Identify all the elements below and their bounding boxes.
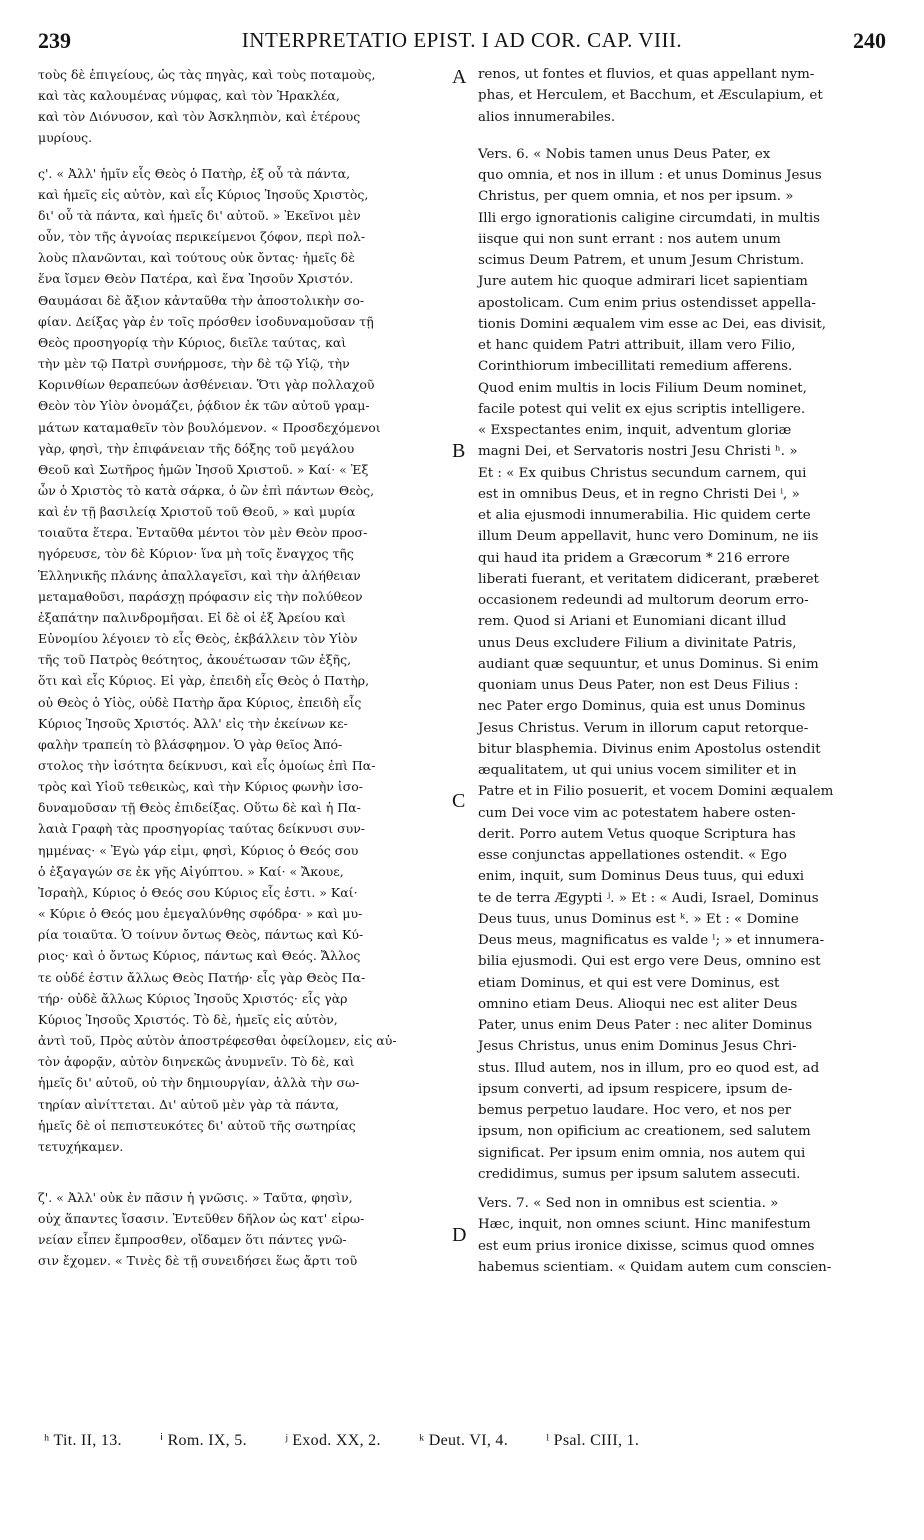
latin-line: Deus tuus, unus Dominus est ᵏ. » Et : « Domine	[478, 911, 799, 927]
latin-line: quo omnia, et nos in illum : et unus Dominus Jesus	[478, 168, 822, 183]
latin-line: esse conjunctas appellationes ostendit. « Ego	[478, 848, 787, 863]
latin-line: Illi ergo ignorationis caligine circumdati, in multis	[478, 210, 821, 226]
greek-line: ἡμεῖς δὲ οἱ πεπιστευκότες δι' αὐτοῦ τῆς σωτηρίας	[38, 1117, 356, 1133]
latin-line: Vers. 7. « Sed non in omnibus est scientia. »	[478, 1196, 779, 1211]
greek-line: νείαν εἶπεν ἔμπροσθεν, οἴδαμεν ὅτι πάντες γνῶ-	[38, 1232, 347, 1248]
greek-line: ὧν ὁ Χριστὸς τὸ κατὰ σάρκα, ὁ ὢν ἐπὶ πάντων Θεὸς,	[38, 482, 375, 498]
greek-line: μυρίους.	[38, 130, 93, 146]
latin-line: bilia ejusmodi. Qui est ergo vere Deus, omnino est	[478, 954, 821, 970]
greek-line: ἀντὶ τοῦ, Πρὸς αὐτὸν ἀποστρέφεσθαι ὀφείλομεν, εἰς αὐ-	[38, 1033, 397, 1049]
latin-line: omnino etiam Deus. Alioqui nec est aliter Deus	[478, 996, 798, 1012]
greek-line: Θεὸς προσηγορίᾳ τὴν Κύριος, διεῖλε ταύτας, καὶ	[38, 334, 347, 350]
latin-line: facile potest qui velit ex ejus scriptis intelligere.	[478, 401, 806, 417]
latin-line: Quod enim multis in locis Filium Deum nominet,	[478, 380, 807, 396]
greek-line: καὶ ἡμεῖς εἰς αὐτὸν, καὶ εἷς Κύριος Ἰησοῦς Χριστὸς,	[38, 186, 369, 202]
greek-line: Ἑλληνικῆς πλάνης ἀπαλλαγεῖσι, καὶ τὴν ἀλήθειαν	[38, 567, 361, 583]
latin-line: et hanc quidem Patri attribuit, illam vero Filio,	[478, 338, 796, 353]
latin-line: Christus, per quem omnia, et nos per ipsum. »	[478, 189, 794, 205]
latin-line: unus Deus excludere Filium a divinitate Patris,	[478, 635, 797, 651]
latin-line: quoniam unus Deus Pater, non est Deus Filius :	[478, 678, 799, 693]
greek-line: δυναμοῦσαν τῇ Θεὸς ἐπιδείξας. Οὕτω δὲ καὶ ἡ Πα-	[38, 800, 361, 816]
greek-line: λοὺς πλανῶνται, καὶ τούτους οὐκ ὄντας· ἡμεῖς δὲ	[38, 250, 355, 266]
greek-line: ημμένας· « Ἐγὼ γάρ εἰμι, φησὶ, Κύριος ὁ Θεός σου	[38, 842, 359, 858]
greek-line: Κορινθίων θεραπεύων ἀσθένειαν. Ὅτι γὰρ πολλαχοῦ	[38, 377, 375, 393]
greek-line: στολος τὴν ἰσότητα δείκνυσι, καὶ εἷς ὁμοίως ἐπὶ Πα-	[38, 758, 376, 773]
latin-line: Corinthiorum imbecillitati remedium afferens.	[478, 359, 793, 375]
greek-line: Θεοῦ καὶ Σωτῆρος ἡμῶν Ἰησοῦ Χριστοῦ. » Καί· « Ἐξ	[38, 461, 369, 477]
footnote: ⁱ Rom. IX, 5.	[160, 1432, 247, 1449]
latin-line: Deus meus, magnificatus es valde ˡ; » et innumera-	[478, 933, 825, 948]
greek-line: τηρίαν αἰνίττεται. Δι' αὐτοῦ μὲν γὰρ τὰ πάντα,	[38, 1096, 339, 1112]
latin-line: magni Dei, et Servatoris nostri Jesu Christi ʰ. »	[478, 444, 798, 460]
greek-line: Εὐνομίου λέγοιεν τὸ εἷς Θεὸς, ἐκβάλλειν τὸν Υἱὸν	[38, 631, 358, 647]
greek-line: καὶ τὰς καλουμένας νύμφας, καὶ τὸν Ἡρακλέα,	[38, 88, 340, 104]
latin-line: « Exspectantes enim, inquit, adventum gloriæ	[478, 423, 792, 438]
latin-line: Hæc, inquit, non omnes sciunt. Hinc manifestum	[478, 1217, 811, 1233]
latin-line: alios innumerabiles.	[478, 109, 616, 125]
latin-line: ipsum, non opificium ac creationem, sed salutem	[478, 1124, 811, 1140]
latin-paragraph	[478, 144, 888, 1185]
latin-line: est in omnibus Deus, et in regno Christi Dei ⁱ, »	[478, 486, 800, 502]
latin-line: Jure autem hic quoque admirari licet sapientiam	[478, 274, 808, 290]
greek-line: Κύριος Ἰησοῦς Χριστός. Τὸ δὲ, ἡμεῖς εἰς αὐτὸν,	[38, 1011, 338, 1027]
latin-line: Vers. 6. « Nobis tamen unus Deus Pater, ex	[478, 146, 771, 162]
greek-line: τὸν ἀφορᾷν, αὐτὸν διηνεκῶς ἀνυμνεῖν. Τὸ δὲ, καὶ	[38, 1054, 355, 1070]
margin-marker-a: A	[452, 66, 467, 88]
latin-line: æqualitatem, ut qui unius vocem similiter et in	[478, 763, 797, 778]
greek-line: καὶ ἐν τῇ βασιλείᾳ Χριστοῦ τοῦ Θεοῦ, » καὶ μυρία	[38, 504, 356, 520]
page-number-right: 240	[853, 28, 886, 53]
greek-line: μεταμαθοῦσι, παράσχῃ πρόφασιν εἰς τὴν πολύθεον	[38, 588, 363, 604]
latin-line: liberati fuerant, et veritatem didicerant, præberet	[478, 571, 819, 587]
running-title: INTERPRETATIO EPIST. I AD COR. CAP. VIII.	[241, 28, 683, 52]
latin-line: occasionem redeundi ad multorum deorum erro-	[478, 593, 809, 608]
latin-line: derit. Porro autem Vetus quoque Scriptura has	[478, 826, 796, 842]
footnote: ʲ Exod. XX, 2.	[285, 1432, 381, 1449]
greek-line: δι' οὗ τὰ πάντα, καὶ ἡμεῖς δι' αὐτοῦ. » Ἐκεῖνοι μὲν	[38, 207, 361, 223]
greek-line: τοιαῦτα ἕτερα. Ἐνταῦθα μέντοι τὸν μὲν Θεὸν προσ-	[38, 525, 368, 541]
latin-line: rem. Quod si Ariani et Eunomiani dicant illud	[478, 614, 787, 630]
latin-line: etiam Dominus, et qui est vere Dominus, est	[478, 975, 780, 991]
latin-line: qui haud ita pridem a Græcorum * 216 errore	[478, 550, 790, 566]
greek-line: ριος· καὶ ὁ ὄντως Κύριος, πάντως καὶ Θεός. Ἄλλος	[38, 948, 361, 964]
latin-line: stus. Illud autem, nos in illum, pro eo quod est, ad	[478, 1060, 820, 1076]
latin-line: apostolicam. Cum enim prius ostendisset appella-	[478, 295, 816, 311]
greek-line: φίαν. Δείξας γὰρ ἐν τοῖς πρόσθεν ἰσοδυναμοῦσαν τῇ	[38, 313, 374, 329]
greek-line: τε οὐδέ ἐστιν ἄλλως Θεὸς Πατήρ· εἷς γὰρ Θεὸς Πα-	[38, 969, 366, 985]
greek-line: « Κύριε ὁ Θεός μου ἐμεγαλύνθης σφόδρα· » καὶ μυ-	[38, 906, 363, 922]
greek-line: οὐχ ἅπαντες ἴσασιν. Ἐντεῦθεν δῆλον ὡς κατ' εἰρω-	[38, 1211, 365, 1227]
latin-line: significat. Per ipsum enim omnia, nos autem qui	[478, 1145, 806, 1161]
latin-line: phas, et Herculem, et Bacchum, et Æsculapium, et	[478, 88, 823, 104]
latin-line: Jesus Christus, unus enim Dominus Jesus Chri-	[478, 1039, 797, 1055]
latin-line: scimus Deum Patrem, et unum Jesum Christum.	[478, 253, 805, 268]
page-number-left: 239	[38, 28, 71, 53]
latin-line: Patre et in Filio posuerit, et vocem Domini æqualem	[478, 784, 834, 800]
latin-line: Pater, unus enim Deus Pater : nec aliter Dominus	[478, 1018, 813, 1033]
footnote: ʰ Tit. II, 13.	[44, 1432, 122, 1449]
latin-line: iisque qui non sunt errant : nos autem unum	[478, 231, 781, 247]
greek-line: οὐ Θεὸς ὁ Υἱὸς, οὐδὲ Πατὴρ ἄρα Κύριος, ἐπειδὴ εἷς	[38, 694, 362, 710]
latin-line: cum Dei voce vim ac potestatem habere osten-	[478, 805, 796, 821]
latin-line: ipsum converti, ad ipsum respicere, ipsum de-	[478, 1081, 793, 1097]
latin-line: Et : « Ex quibus Christus secundum carnem, qui	[478, 465, 807, 481]
greek-line: ηγόρευσε, τὸν δὲ Κύριον· ἵνα μὴ τοῖς ἔναγχος τῆς	[38, 546, 354, 562]
latin-line: et alia ejusmodi innumerabilia. Hic quidem certe	[478, 508, 811, 523]
greek-line: Κύριος Ἰησοῦς Χριστός. Ἀλλ' εἰς τὴν ἐκείνων κε-	[38, 715, 348, 731]
greek-line: ὅτι καὶ εἷς Κύριος. Εἰ γὰρ, ἐπειδὴ εἷς Θεὸς ὁ Πατὴρ,	[38, 673, 370, 689]
latin-paragraph	[478, 64, 888, 128]
greek-line: φαλὴν τραπείη τὸ βλάσφημον. Ὁ γὰρ θεῖος Ἀπό-	[38, 736, 343, 752]
greek-line: τῆς τοῦ Πατρὸς θεότητος, ἀκουέτωσαν τῶν ἑξῆς,	[38, 652, 352, 668]
greek-line: λαιὰ Γραφὴ τὰς προσηγορίας ταύτας δείκνυσι συν-	[38, 821, 366, 837]
greek-line: ἡμεῖς δι' αὐτοῦ, οὐ τὴν δημιουργίαν, ἀλλὰ τὴν σω-	[38, 1075, 360, 1091]
page-header	[38, 22, 886, 58]
latin-line: audiant quæ sequuntur, et unus Dominus. Si enim	[478, 656, 819, 672]
latin-column	[478, 64, 888, 1278]
greek-line: Θαυμάσαι δὲ ἄξιον κἀνταῦθα τὴν ἀποστολικὴν σο-	[38, 292, 365, 308]
greek-line: ς'. « Ἀλλ' ἡμῖν εἷς Θεὸς ὁ Πατὴρ, ἐξ οὗ τὰ πάντα,	[38, 165, 351, 181]
footnotes	[44, 1430, 884, 1450]
greek-line: καὶ τὸν Διόνυσον, καὶ τὸν Ἀσκληπιὸν, καὶ ἑτέρους	[38, 109, 361, 125]
greek-paragraph	[38, 163, 448, 1157]
greek-line: τετυχήκαμεν.	[38, 1138, 124, 1154]
margin-marker-c: C	[452, 790, 466, 812]
greek-line: τήρ· οὐδὲ ἄλλως Κύριος Ἰησοῦς Χριστός· εἷς γὰρ	[38, 990, 348, 1006]
latin-paragraph	[478, 1193, 888, 1278]
greek-paragraph	[38, 64, 448, 149]
latin-line: est eum prius ironice dixisse, scimus quod omnes	[478, 1238, 815, 1254]
latin-line: Jesus Christus. Verum in illorum caput retorque-	[478, 720, 809, 736]
greek-line: τὴν μὲν τῷ Πατρὶ συνήρμοσε, τὴν δὲ τῷ Υἱῷ, τὴν	[38, 356, 350, 372]
latin-line: habemus scientiam. « Quidam autem cum conscien-	[478, 1259, 832, 1275]
greek-line: τρὸς καὶ Υἱοῦ τεθεικὼς, καὶ τὴν Κύριος φωνὴν ἰσο-	[38, 779, 363, 795]
greek-line: γὰρ, φησὶ, τὴν ἐπιφάνειαν τῆς δόξης τοῦ μεγάλου	[38, 440, 355, 456]
greek-line: τοὺς δὲ ἐπιγείους, ὡς τὰς πηγὰς, καὶ τοὺς ποταμοὺς,	[38, 67, 376, 82]
footnote: ᵏ Deut. VI, 4.	[419, 1432, 509, 1449]
greek-line: μάτων καταμαθεῖν τὸν βουλόμενον. « Προσδεχόμενοι	[38, 419, 381, 435]
latin-line: renos, ut fontes et fluvios, et quas appellant nym-	[478, 67, 815, 82]
greek-line: Θεὸν τὸν Υἱὸν ὀνομάζει, ῥᾴδιον ἐκ τῶν αὐτοῦ γραμ-	[38, 398, 370, 414]
margin-marker-b: B	[452, 440, 466, 462]
latin-line: illum Deum appellavit, hunc vero Dominum, ne iis	[478, 529, 819, 545]
latin-line: nec Pater ergo Dominus, quia est unus Dominus	[478, 699, 806, 715]
latin-line: bemus perpetuo laudare. Hoc vero, et nos per	[478, 1103, 792, 1118]
greek-line: Ἰσραὴλ, Κύριος ὁ Θεός σου Κύριος εἷς ἐστι. » Καί·	[38, 884, 358, 900]
latin-line: credidimus, sumus per ipsum salutem assecuti.	[478, 1166, 801, 1182]
greek-paragraph	[38, 1187, 448, 1272]
footnote: ˡ Psal. CIII, 1.	[546, 1432, 640, 1449]
greek-line: ὁ ἐξαγαγών σε ἐκ γῆς Αἰγύπτου. » Καί· « Ἄκουε,	[38, 863, 344, 879]
greek-column	[38, 64, 448, 1272]
latin-line: bitur blasphemia. Divinus enim Apostolus ostendit	[478, 741, 821, 757]
latin-line: tionis Domini æqualem vim esse ac Dei, eas divisit,	[478, 316, 827, 332]
greek-line: ζ'. « Ἀλλ' οὐκ ἐν πᾶσιν ἡ γνῶσις. » Ταῦτα, φησὶν,	[38, 1189, 353, 1205]
greek-line: σιν ἔχομεν. « Τινὲς δὲ τῇ συνειδήσει ἕως ἄρτι τοῦ	[38, 1253, 358, 1269]
latin-line: te de terra Ægypti ʲ. » Et : « Audi, Israel, Dominus	[478, 890, 819, 906]
greek-line: ρία τοιαῦτα. Ὁ τοίνυν ὄντως Θεὸς, πάντως καὶ Κύ-	[38, 927, 364, 943]
greek-line: οὖν, τὸν τῆς ἀγνοίας περικείμενοι ζόφον, περὶ πολ-	[38, 229, 366, 245]
latin-line: enim, inquit, sum Dominus Deus tuus, qui eduxi	[478, 869, 805, 885]
greek-line: ἕνα ἴσμεν Θεὸν Πατέρα, καὶ ἕνα Ἰησοῦν Χριστόν.	[38, 271, 354, 287]
greek-line: ἐξαπάτην παλινδρομῆσαι. Εἰ δὲ οἱ ἐξ Ἀρείου καὶ	[38, 609, 346, 625]
margin-marker-d: D	[452, 1224, 467, 1246]
